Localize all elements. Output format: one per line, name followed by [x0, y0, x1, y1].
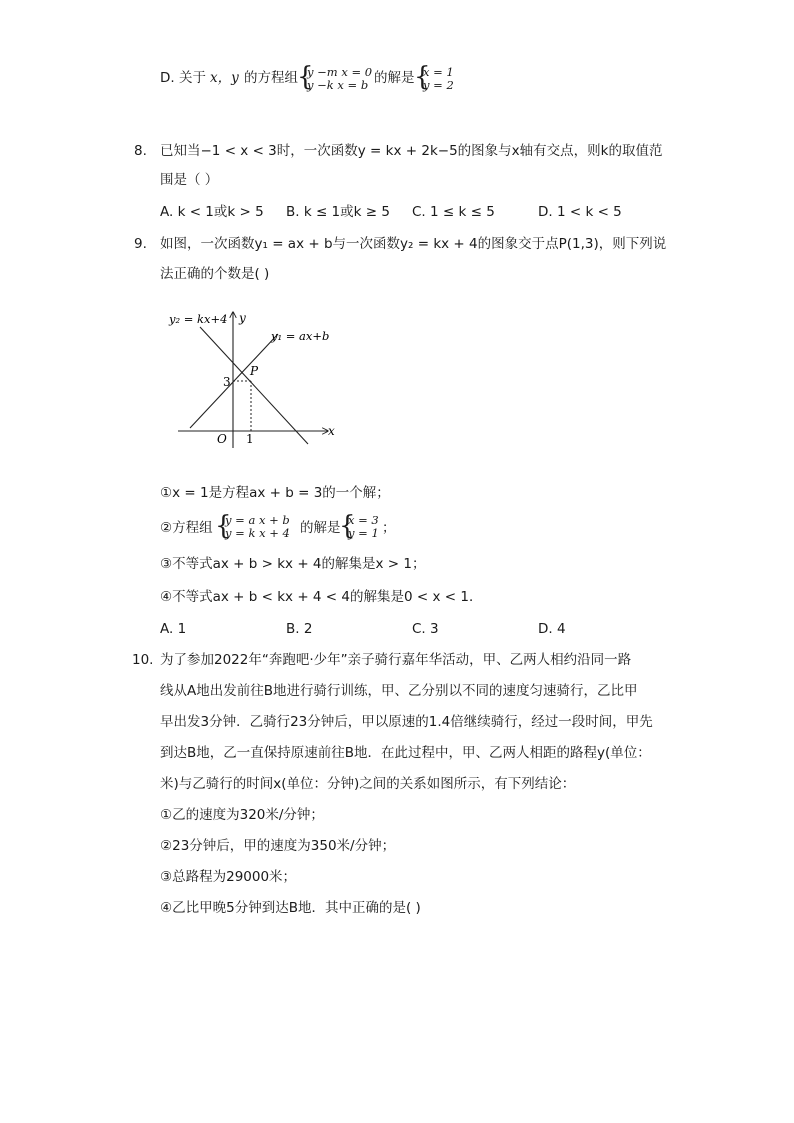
q7d-sol1: x = 1 — [423, 65, 454, 79]
q7d-label: D. 关于 — [160, 70, 206, 86]
q9-tick-y-label: 3 — [223, 375, 231, 389]
q10-conclusion-1: ①乙的速度为320米/分钟； — [160, 807, 324, 823]
q7d-eq2: y −k x = b — [307, 78, 369, 92]
q9-s2-brace-1: { — [215, 511, 232, 541]
q9-line-2: 法正确的个数是( ) — [160, 266, 270, 282]
q9-statement-2-end: ； — [382, 520, 396, 536]
q9-option-d: D. 4 — [538, 621, 566, 637]
q9-origin-label: O — [217, 432, 227, 446]
q8-option-a: A. k < 1或k > 5 — [160, 204, 264, 220]
q9-label-y2: y₂ = kx+4 — [169, 312, 228, 326]
q10-line-2: 线从A地出发前往B地进行骑行训练，甲、乙分别以不同的速度匀速骑行，乙比甲 — [160, 683, 638, 699]
q9-number: 9. — [134, 236, 147, 252]
q10-number: 10. — [132, 652, 154, 668]
q7d-sol-text: 的解是 — [374, 70, 415, 86]
q8-number: 8. — [134, 143, 147, 159]
q9-label-y1: y₁ = ax+b — [271, 329, 330, 343]
q7d-eq1: y −m x = 0 — [307, 65, 373, 79]
q10-line-4: 到达B地，乙一直保持原速前往B地．在此过程中，甲、乙两人相距的路程y(单位： — [160, 745, 651, 761]
q10-conclusion-4: ④乙比甲晚5分钟到达B地．其中正确的是( ) — [160, 900, 421, 916]
q10-conclusion-2: ②23分钟后，甲的速度为350米/分钟； — [160, 838, 396, 854]
q9-statement-3: ③不等式ax + b > kx + 4的解集是x > 1； — [160, 556, 426, 572]
q9-line-1: 如图，一次函数y₁ = ax + b与一次函数y₂ = kx + 4的图象交于点P(1,3)，则下列说 — [160, 236, 667, 252]
q8-option-c: C. 1 ≤ k ≤ 5 — [412, 204, 495, 220]
q9-s2-eq1: y = a x + b — [225, 513, 290, 527]
q9-s2-sol2: y = 1 — [348, 526, 379, 540]
q7d-mid: 的方程组 — [244, 70, 298, 86]
q9-s2-sol1: x = 3 — [348, 513, 379, 527]
q7d-sol2: y = 2 — [423, 78, 454, 92]
q10-line-1: 为了参加2022年“奔跑吧·少年”亲子骑行嘉年华活动，甲、乙两人相约沿同一路 — [160, 652, 632, 668]
q9-axis-x-label: x — [328, 424, 335, 438]
q9-figure — [160, 300, 350, 460]
q9-statement-2-pre: ②方程组 — [160, 520, 213, 536]
q9-s2-brace-2: { — [339, 511, 356, 541]
q10-conclusion-3: ③总路程为29000米； — [160, 869, 297, 885]
q9-option-c: C. 3 — [412, 621, 439, 637]
q8-option-b: B. k ≤ 1或k ≥ 5 — [286, 204, 390, 220]
q8-line-1: 已知当−1 < x < 3时，一次函数y = kx + 2k−5的图象与x轴有交点，则k的取值范 — [160, 143, 663, 159]
q7d-vars: x，y — [210, 70, 239, 86]
q7d-brace-1: { — [297, 62, 314, 92]
q9-tick-x-label: 1 — [246, 432, 254, 446]
q10-line-5: 米)与乙骑行的时间x(单位：分钟)之间的关系如图所示，有下列结论： — [160, 776, 576, 792]
q9-axis-y-label: y — [239, 311, 246, 325]
q9-statement-1: ①x = 1是方程ax + b = 3的一个解； — [160, 485, 390, 501]
q9-option-a: A. 1 — [160, 621, 187, 637]
q10-line-3: 早出发3分钟．乙骑行23分钟后，甲以原速的1.4倍继续骑行，经过一段时间，甲先 — [160, 714, 653, 730]
q9-option-b: B. 2 — [286, 621, 313, 637]
q9-s2-eq2: y = k x + 4 — [225, 526, 290, 540]
q8-option-d: D. 1 < k < 5 — [538, 204, 622, 220]
q9-point-label: P — [250, 364, 259, 378]
q9-line-y2 — [200, 327, 308, 444]
q8-line-2: 围是（ ） — [160, 172, 219, 188]
q9-statement-2-mid: 的解是 — [300, 520, 341, 536]
q9-statement-4: ④不等式ax + b < kx + 4 < 4的解集是0 < x < 1． — [160, 589, 483, 605]
q7d-brace-2: { — [414, 62, 431, 92]
